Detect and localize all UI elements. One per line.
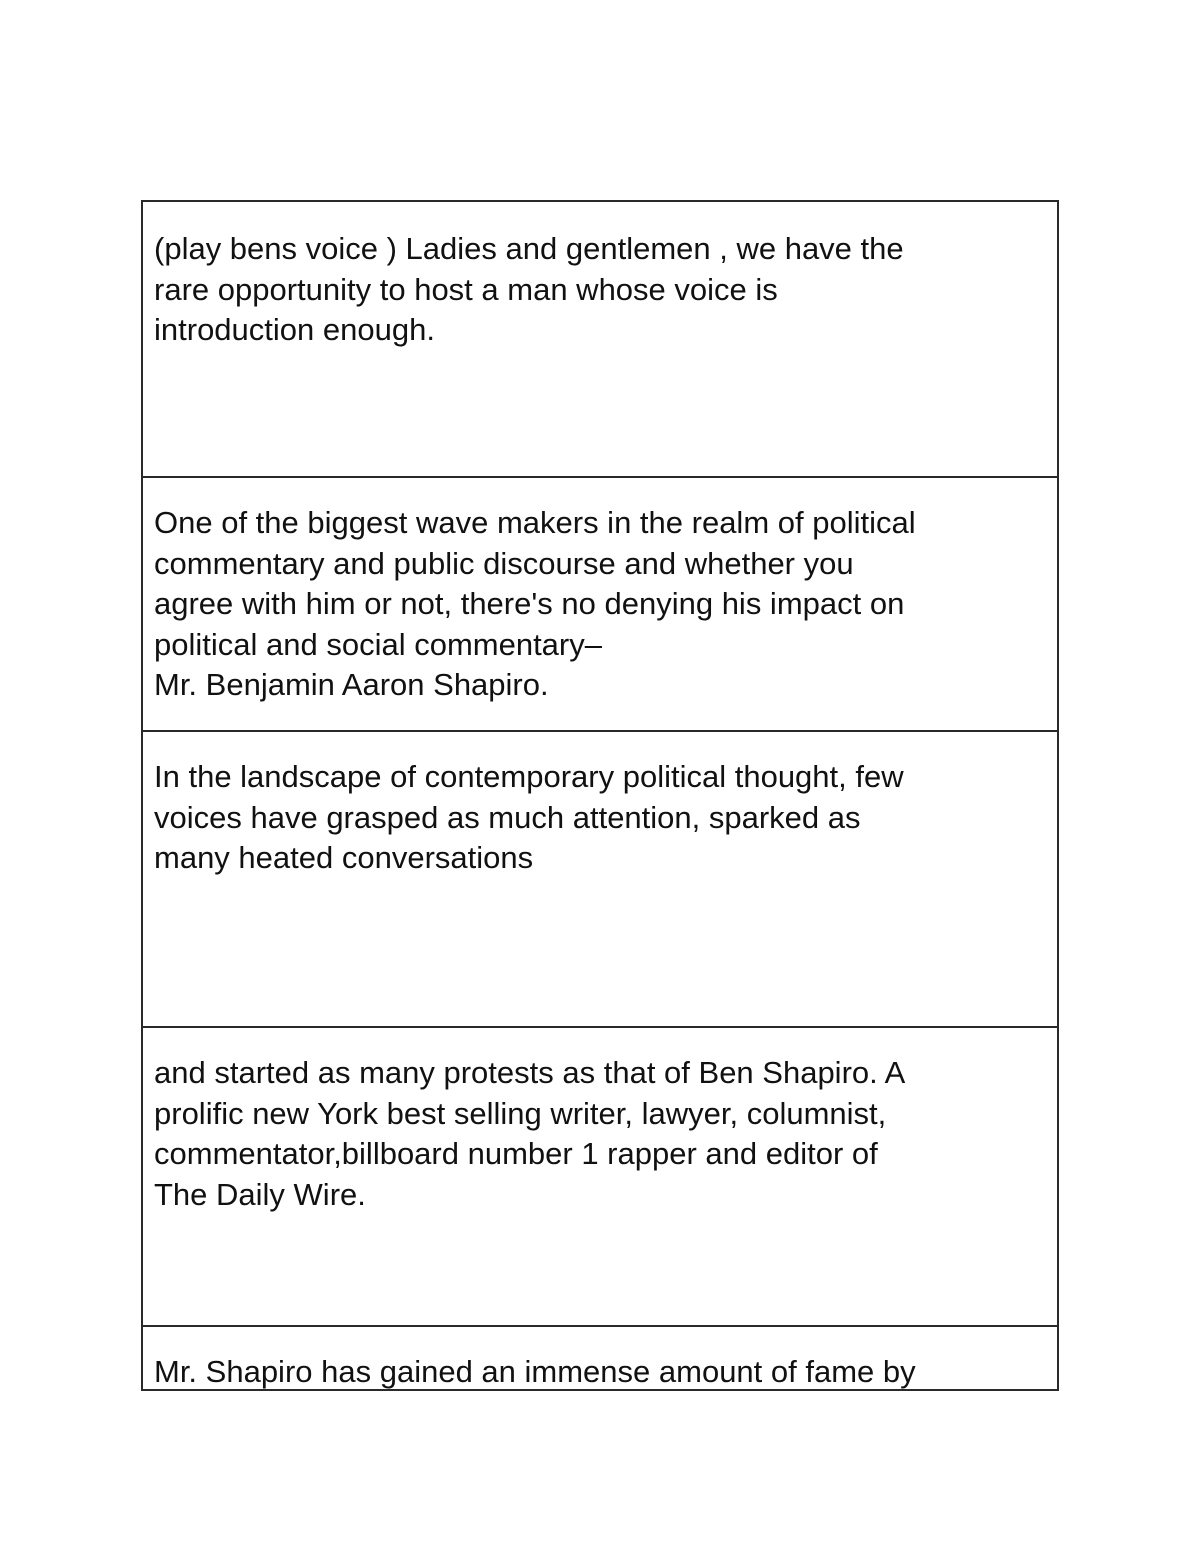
cue-card-table bbox=[141, 200, 1059, 1391]
table-row bbox=[143, 1026, 1057, 1327]
cell-text: (play bens voice ) Ladies and gentlemen , we have the rare opportunity to host a man whose voice is introduction enough. bbox=[154, 231, 904, 347]
table-row bbox=[143, 476, 1057, 732]
table-row bbox=[143, 1325, 1057, 1391]
cell-text: Mr. Shapiro has gained an immense amount of fame by bbox=[154, 1354, 916, 1389]
table-row bbox=[143, 730, 1057, 1028]
cell-text: In the landscape of contemporary political thought, few voices have grasped as much attention, sparked as many heated conversations bbox=[154, 759, 904, 875]
table-row bbox=[143, 202, 1057, 478]
cell-text: One of the biggest wave makers in the realm of political commentary and public discourse and whether you agree with him or not, there's no denying his impact on political and social commentary– Mr. Benjamin Aaron Shapiro. bbox=[154, 505, 916, 702]
cell-text: and started as many protests as that of Ben Shapiro. A prolific new York best selling writer, lawyer, columnist, commentator,billboard number 1 rapper and editor of The Daily Wire. bbox=[154, 1055, 906, 1212]
